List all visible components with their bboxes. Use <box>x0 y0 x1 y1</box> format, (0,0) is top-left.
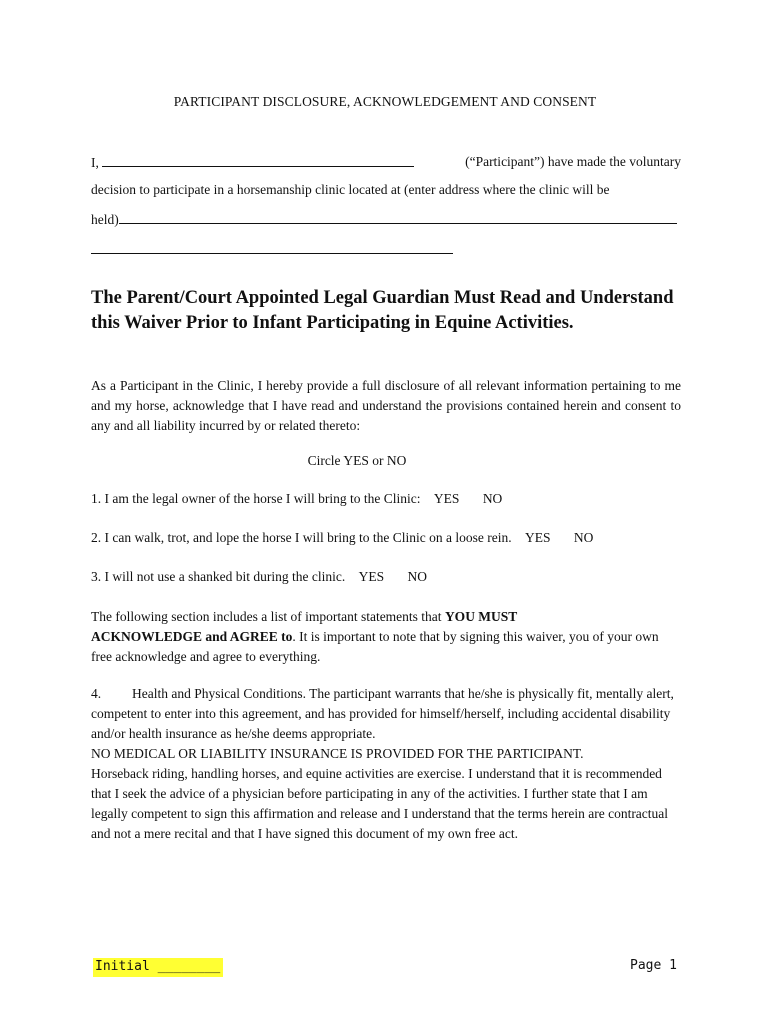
statements-intro <box>91 607 681 667</box>
clinic-address-field-continued[interactable] <box>91 253 453 254</box>
question-2 <box>91 530 593 546</box>
held-prefix: held) <box>91 212 119 227</box>
circle-instruction: Circle YES or NO <box>307 453 407 468</box>
section-4-body: Horseback riding, handling horses, and equine activities are exercise. I understand that it is recommended that I seek the advice of a physician before participating in any of the activities. I further state that I am legally competent to sign this affirmation and release and I understand that the terms herein are contractual and not a mere recital and that I have signed this document of my own free act. <box>91 766 669 841</box>
statements-intro-bold-2: ACKNOWLEDGE and AGREE to <box>91 629 293 644</box>
initial-field[interactable]: Initial ________ <box>93 958 223 977</box>
disclosure-paragraph: As a Participant in the Clinic, I hereby provide a full disclosure of all relevant information pertaining to me and my horse, acknowledge that I have read and understand the provisions contained herein and consent to any and all liability incurred by or related thereto: <box>91 378 681 433</box>
question-3-text: 3. I will not use a shanked bit during the clinic. <box>91 569 346 584</box>
section-4 <box>91 684 681 844</box>
question-2-no[interactable]: NO <box>573 530 594 545</box>
statements-intro-bold-1: YOU MUST <box>444 609 518 624</box>
section-4-lead: Health and Physical Conditions. The participant warrants that he/she is physically fit, mentally alert, competent to enter into this agreement, and has provided for himself/herself, including accidental disability and/or health insurance as he/she deems appropriate. <box>91 686 674 741</box>
question-2-text: 2. I can walk, trot, and lope the horse I will bring to the Clinic on a loose rein. <box>91 530 512 545</box>
question-3 <box>91 569 427 585</box>
participant-label: (“Participant”) have made the voluntary <box>465 154 681 169</box>
intro-prefix: I, <box>91 155 99 170</box>
question-1-no[interactable]: NO <box>482 491 503 506</box>
intro-line-2: decision to participate in a horsemanship clinic located at (enter address where the clinic will be <box>91 182 610 197</box>
intro-line-1 <box>91 154 681 171</box>
question-1 <box>91 491 502 507</box>
section-4-notice: NO MEDICAL OR LIABILITY INSURANCE IS PROVIDED FOR THE PARTICIPANT. <box>91 746 584 761</box>
statements-intro-after: . It is important to note that by signing this waiver, you of your own free acknowledge and agree to everything. <box>91 629 659 664</box>
statements-intro-before: The following section includes a list of important statements that <box>91 609 445 624</box>
section-4-number: 4. <box>91 686 102 701</box>
guardian-heading: The Parent/Court Appointed Legal Guardian Must Read and Understand this Waiver Prior to Infant Participating in Equine Activities. <box>91 288 674 333</box>
document-title: PARTICIPANT DISCLOSURE, ACKNOWLEDGEMENT AND CONSENT <box>173 94 597 109</box>
question-2-yes[interactable]: YES <box>525 530 551 545</box>
question-1-text: 1. I am the legal owner of the horse I will bring to the Clinic: <box>91 491 421 506</box>
participant-name-field[interactable] <box>102 154 414 167</box>
question-3-no[interactable]: NO <box>407 569 427 584</box>
clinic-address-field[interactable] <box>119 211 677 224</box>
question-3-yes[interactable]: YES <box>358 569 385 584</box>
intro-line-3 <box>91 211 681 228</box>
question-1-yes[interactable]: YES <box>433 491 460 506</box>
page-number: Page 1 <box>630 958 677 973</box>
